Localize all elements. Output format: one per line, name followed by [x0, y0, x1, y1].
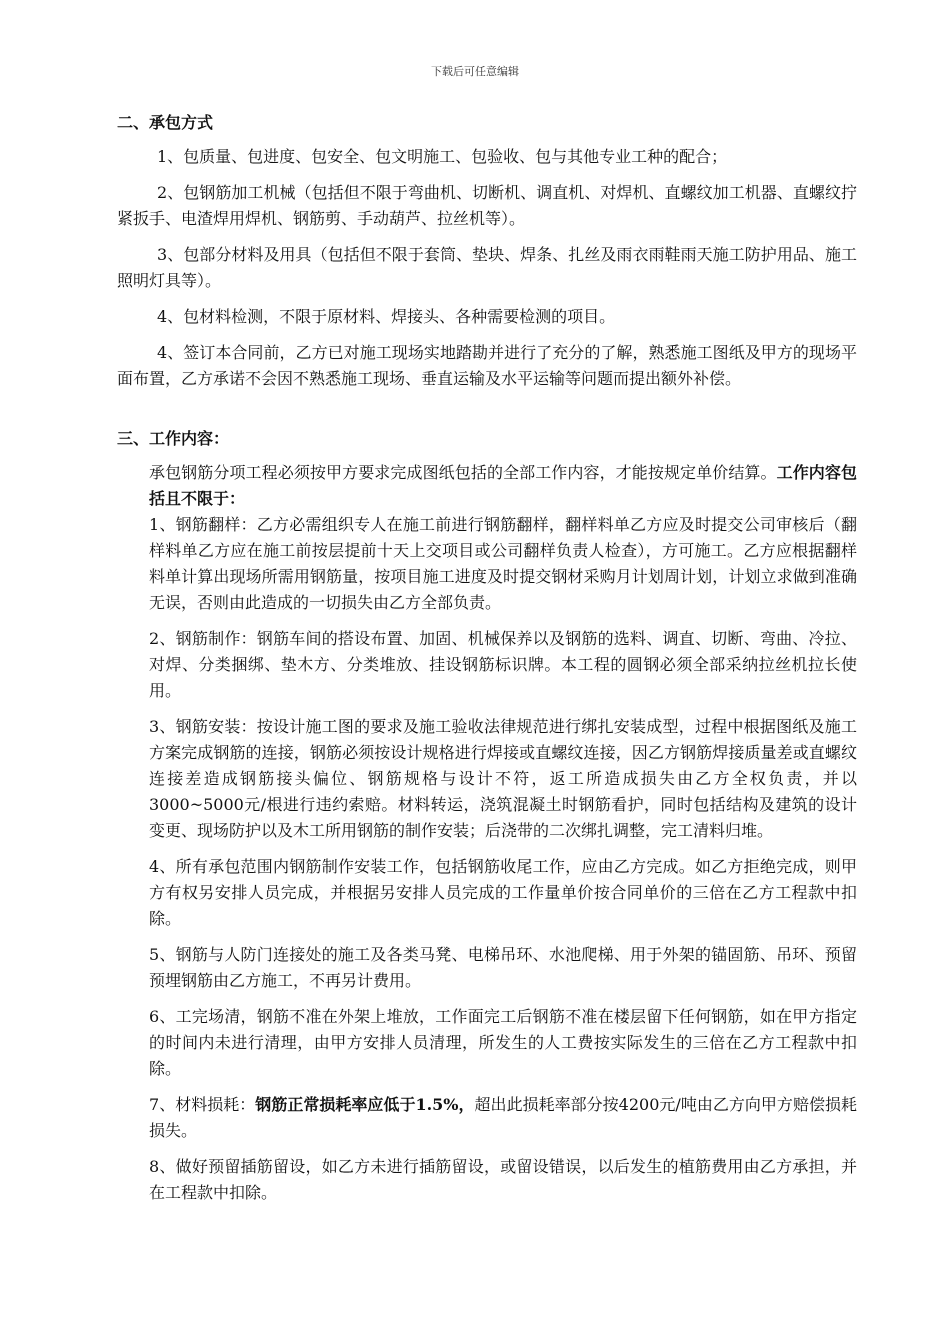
section-title-work-content: 三、工作内容：	[117, 429, 230, 448]
work-item-8: 8、做好预留插筋留设，如乙方未进行插筋留设，或留设错误，以后发生的植筋费用由乙方承担，并在工程款中扣除。	[149, 1157, 857, 1202]
work-item-7-prefix: 7、材料损耗：	[149, 1095, 256, 1114]
work-item-1: 1、钢筋翻样：乙方必需组织专人在施工前进行钢筋翻样，翻样料单乙方应及时提交公司审核后（翻样料单乙方应在施工前按层提前十天上交项目或公司翻样负责人检查），方可施工。乙方应根据翻样料单计算出现场所需用钢筋量，按项目施工进度及时提交钢材采购月计划周计划，计划立求做到准确无误，否则由此造成的一切损失由乙方全部负责。	[149, 515, 857, 612]
work-item-7	[117, 1092, 857, 1144]
work-intro-text: 承包钢筋分项工程必须按甲方要求完成图纸包括的全部工作内容，才能按规定单价结算。	[149, 463, 777, 482]
contract-item-2: 2、包钢筋加工机械（包括但不限于弯曲机、切断机、调直机、对焊机、直螺纹加工机器、直螺纹拧紧扳手、电渣焊用焊机、钢筋剪、手动葫芦、拉丝机等）。	[117, 183, 857, 228]
contract-item-5: 4、签订本合同前，乙方已对施工现场实地踏勘并进行了充分的了解，熟悉施工图纸及甲方的现场平面布置，乙方承诺不会因不熟悉施工现场、垂直运输及水平运输等问题而提出额外补偿。	[117, 343, 857, 388]
work-item-3: 3、钢筋安装：按设计施工图的要求及施工验收法律规范进行绑扎安装成型，过程中根据图纸及施工方案完成钢筋的连接，钢筋必须按设计规格进行焊接或直螺纹连接，因乙方钢筋焊接质量差或直螺纹连接差造成钢筋接头偏位、钢筋规格与设计不符，返工所造成损失由乙方全权负责，并以3000~5000元/根进行违约索赔。材料转运，浇筑混凝土时钢筋看护，同时包括结构及建筑的设计变更、现场防护以及木工所用钢筋的制作安装；后浇带的二次绑扎调整，完工清料归堆。	[149, 717, 857, 840]
work-intro-bold: 工作内容包括且不限于：	[149, 463, 857, 508]
work-intro	[117, 460, 857, 512]
work-item-7-bold: 钢筋正常损耗率应低于1.5%，	[255, 1095, 475, 1114]
work-item-6: 6、工完场清，钢筋不准在外架上堆放，工作面完工后钢筋不准在楼层留下任何钢筋，如在甲方指定的时间内未进行清理，由甲方安排人员清理，所发生的人工费按实际发生的三倍在乙方工程款中扣除。	[149, 1007, 857, 1078]
work-item-5: 5、钢筋与人防门连接处的施工及各类马凳、电梯吊环、水池爬梯、用于外架的锚固筋、吊环、预留预埋钢筋由乙方施工，不再另计费用。	[149, 945, 857, 990]
work-item-2: 2、钢筋制作：钢筋车间的搭设布置、加固、机械保养以及钢筋的选料、调直、切断、弯曲、冷拉、对焊、分类捆绑、垫木方、分类堆放、挂设钢筋标识牌。本工程的圆钢必须全部采纳拉丝机拉长使用。	[149, 629, 857, 700]
work-item-4: 4、所有承包范围内钢筋制作安装工作，包括钢筋收尾工作，应由乙方完成。如乙方拒绝完成，则甲方有权另安排人员完成，并根据另安排人员完成的工作量单价按合同单价的三倍在乙方工程款中扣除。	[149, 857, 857, 928]
contract-item-3: 3、包部分材料及用具（包括但不限于套筒、垫块、焊条、扎丝及雨衣雨鞋雨天施工防护用品、施工照明灯具等）。	[117, 245, 857, 290]
contract-item-4: 4、包材料检测，不限于原材料、焊接头、各种需要检测的项目。	[157, 307, 616, 326]
contract-item-1: 1、包质量、包进度、包安全、包文明施工、包验收、包与其他专业工种的配合；	[157, 147, 728, 166]
section-title-contract-method: 二、承包方式	[117, 113, 214, 132]
work-item-7-suffix: 超出此损耗率部分按4200元/吨由乙方向甲方赔偿损耗损失。	[149, 1095, 857, 1140]
document-body	[117, 110, 857, 1206]
page-header: 下载后可任意编辑	[431, 65, 519, 78]
